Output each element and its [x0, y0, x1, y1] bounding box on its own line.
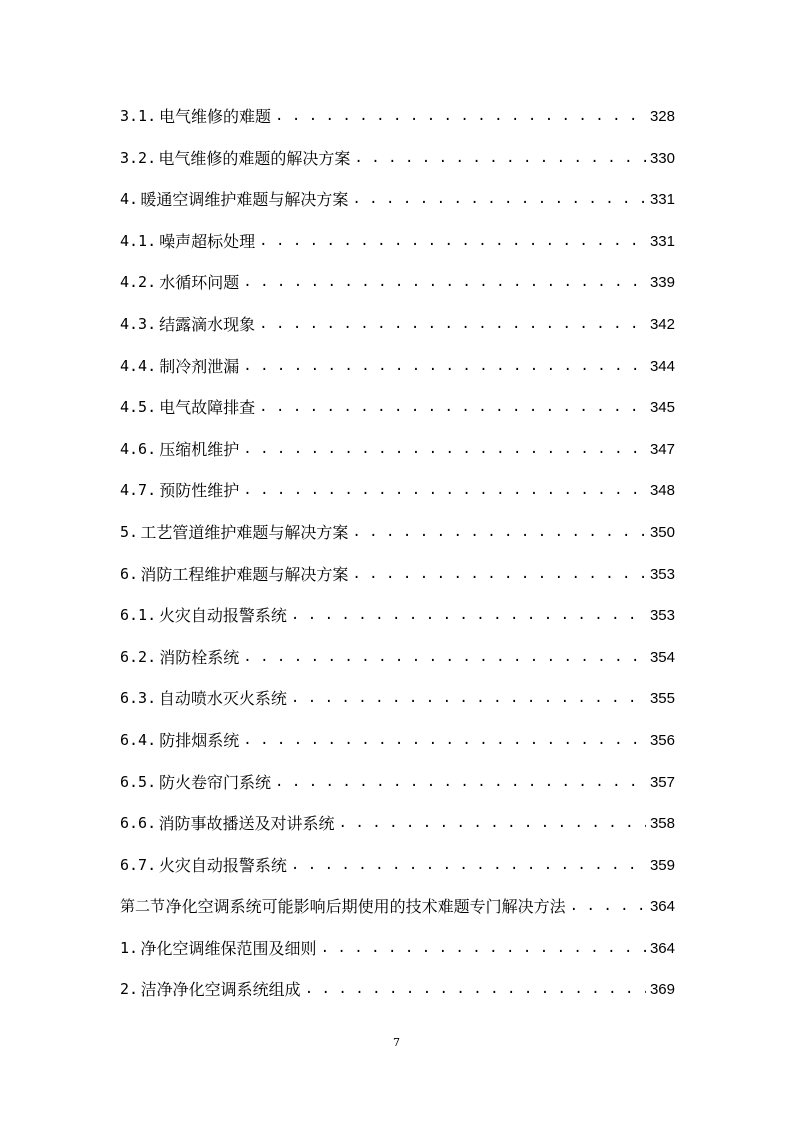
toc-entry[interactable]	[120, 554, 675, 596]
toc-entry-page: 353	[649, 565, 675, 583]
toc-entry-title: 预防性维护	[159, 481, 240, 501]
toc-entry-title: 净化空调系统可能影响后期使用的技术难题专门解决方法	[165, 897, 566, 917]
toc-entry-title: 防排烟系统	[159, 730, 240, 750]
toc-entry-page: 364	[649, 898, 675, 916]
toc-entry[interactable]	[120, 429, 675, 471]
toc-entry-number: 第二节	[120, 897, 166, 916]
toc-dot-leader	[321, 928, 646, 970]
toc-dot-leader	[243, 637, 646, 679]
toc-entry-page: 357	[649, 773, 675, 791]
toc-entry-number: 5.	[120, 522, 139, 541]
toc-entry-number: 6.	[120, 564, 139, 583]
toc-entry-page: 356	[649, 731, 675, 749]
page-number: 7	[393, 1036, 400, 1049]
toc-dot-leader	[291, 845, 646, 887]
toc-entry-title: 电气故障排查	[159, 398, 256, 418]
toc-dot-leader	[243, 720, 646, 762]
toc-entry-number: 6.7.	[120, 855, 157, 874]
toc-entry[interactable]	[120, 346, 675, 388]
toc-entry[interactable]	[120, 845, 675, 887]
toc-entry-title: 火灾自动报警系统	[158, 606, 287, 626]
toc-entry-title: 火灾自动报警系统	[158, 855, 287, 875]
toc-entry-number: 4.	[120, 190, 139, 209]
toc-entry[interactable]	[120, 969, 675, 1011]
toc-entry-title: 暖通空调维护难题与解决方案	[140, 190, 349, 210]
toc-dot-leader	[259, 387, 646, 429]
toc-entry[interactable]	[120, 221, 675, 263]
toc-entry-page: 331	[649, 191, 675, 209]
toc-entry-number: 6.4.	[120, 730, 157, 749]
toc-entry-number: 6.2.	[120, 647, 157, 666]
toc-entry-title: 水循环问题	[159, 273, 240, 293]
toc-dot-leader	[352, 512, 646, 554]
toc-entry-title: 工艺管道维护难题与解决方案	[140, 522, 349, 542]
toc-dot-leader	[339, 803, 646, 845]
toc-entry[interactable]	[120, 720, 675, 762]
toc-entry-page: 359	[649, 856, 675, 874]
toc-dot-leader	[291, 595, 646, 637]
toc-entry[interactable]	[120, 512, 675, 554]
toc-entry-title: 净化空调维保范围及细则	[140, 938, 317, 958]
toc-entry-title: 压缩机维护	[159, 439, 240, 459]
toc-entry-title: 噪声超标处理	[159, 231, 256, 251]
toc-entry-number: 6.3.	[120, 689, 157, 708]
toc-dot-leader	[570, 886, 646, 928]
toc-entry-page: 330	[649, 149, 675, 167]
table-of-contents	[120, 96, 675, 1011]
toc-entry-title: 自动喷水灭火系统	[158, 689, 287, 709]
toc-dot-leader	[354, 138, 646, 180]
toc-entry-number: 4.6.	[120, 439, 157, 458]
toc-entry-title: 防火卷帘门系统	[158, 772, 271, 792]
toc-entry-page: 347	[649, 440, 675, 458]
toc-dot-leader	[352, 554, 646, 596]
toc-entry-number: 4.5.	[120, 398, 157, 417]
toc-entry[interactable]	[120, 96, 675, 138]
toc-entry-number: 1.	[120, 938, 139, 957]
toc-entry-number: 6.6.	[120, 814, 157, 833]
toc-entry-number: 4.1.	[120, 231, 157, 250]
toc-dot-leader	[243, 262, 646, 304]
toc-entry[interactable]	[120, 886, 675, 928]
toc-dot-leader	[259, 221, 646, 263]
toc-dot-leader	[243, 346, 646, 388]
toc-entry-page: 355	[649, 690, 675, 708]
toc-entry[interactable]	[120, 262, 675, 304]
toc-entry[interactable]	[120, 637, 675, 679]
toc-entry-page: 354	[649, 648, 675, 666]
toc-dot-leader	[275, 96, 646, 138]
toc-entry-title: 电气维修的难题的解决方案	[158, 148, 351, 168]
toc-entry-page: 339	[649, 274, 675, 292]
toc-dot-leader	[243, 470, 646, 512]
toc-entry-title: 消防工程维护难题与解决方案	[140, 564, 349, 584]
toc-entry-title: 消防事故播送及对讲系统	[158, 814, 335, 834]
toc-dot-leader	[259, 304, 646, 346]
toc-entry[interactable]	[120, 928, 675, 970]
toc-entry-number: 6.1.	[120, 606, 157, 625]
toc-entry[interactable]	[120, 138, 675, 180]
toc-entry-title: 制冷剂泄漏	[159, 356, 240, 376]
toc-entry-page: 364	[649, 939, 675, 957]
toc-entry-title: 消防栓系统	[159, 647, 240, 667]
toc-entry-page: 353	[649, 607, 675, 625]
toc-entry-title: 结露滴水现象	[159, 314, 256, 334]
toc-entry-title: 洁净净化空调系统组成	[140, 980, 301, 1000]
toc-entry[interactable]	[120, 762, 675, 804]
toc-entry-number: 6.5.	[120, 772, 157, 791]
toc-entry-page: 344	[649, 357, 675, 375]
toc-entry[interactable]	[120, 304, 675, 346]
toc-dot-leader	[243, 429, 646, 471]
toc-dot-leader	[305, 969, 646, 1011]
toc-entry-page: 348	[649, 482, 675, 500]
toc-entry[interactable]	[120, 678, 675, 720]
toc-entry-page: 331	[649, 232, 675, 250]
toc-entry[interactable]	[120, 803, 675, 845]
toc-entry[interactable]	[120, 387, 675, 429]
toc-entry-number: 4.7.	[120, 481, 157, 500]
toc-dot-leader	[352, 179, 646, 221]
toc-dot-leader	[275, 762, 646, 804]
toc-entry-page: 328	[649, 108, 675, 125]
toc-entry-page: 342	[649, 315, 675, 333]
toc-entry[interactable]	[120, 470, 675, 512]
toc-entry-number: 4.2.	[120, 273, 157, 292]
toc-entry-page: 350	[649, 523, 675, 541]
toc-entry-number: 2.	[120, 980, 139, 999]
toc-entry-number: 3.2.	[120, 148, 157, 167]
toc-entry-number: 4.4.	[120, 356, 157, 375]
toc-entry-page: 358	[649, 815, 675, 833]
toc-entry-page: 369	[649, 981, 675, 999]
toc-entry-number: 4.3.	[120, 314, 157, 333]
toc-entry-number: 3.1.	[120, 107, 157, 125]
toc-entry-page: 345	[649, 399, 675, 417]
toc-entry[interactable]	[120, 595, 675, 637]
toc-dot-leader	[291, 678, 646, 720]
toc-entry-title: 电气维修的难题	[158, 107, 271, 126]
toc-entry[interactable]	[120, 179, 675, 221]
